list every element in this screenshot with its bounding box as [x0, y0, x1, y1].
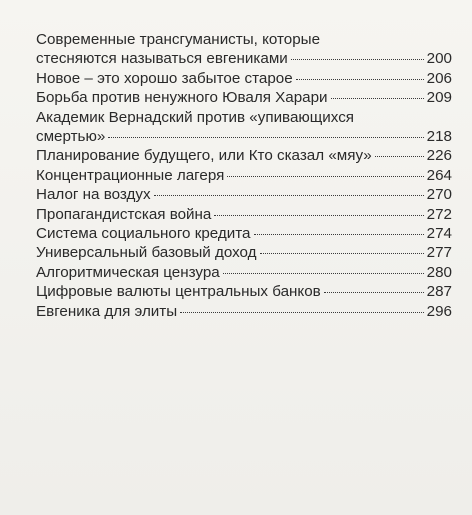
dot-leader: [324, 291, 424, 293]
toc-page-number: 272: [426, 205, 452, 223]
dot-leader: [108, 136, 423, 138]
toc-page-number: 218: [426, 128, 452, 146]
toc-entry: [36, 30, 452, 69]
table-of-contents: [36, 30, 452, 321]
toc-entry-title: Система социального кредита: [36, 225, 251, 243]
toc-entry-title: Концентрационные лагеря: [36, 166, 225, 184]
toc-entry: [36, 185, 452, 204]
toc-entry-title-line: Современные трансгуманисты, которые: [36, 31, 321, 48]
toc-entry: [36, 243, 452, 262]
toc-entry-title: Борьба против ненужного Юваля Харари: [36, 89, 328, 107]
toc-page-number: 264: [426, 166, 452, 184]
toc-page-number: 200: [426, 50, 452, 68]
toc-entry-title: Алгоритмическая цензура: [36, 263, 220, 281]
dot-leader: [214, 214, 423, 216]
toc-page-number: 270: [426, 186, 452, 204]
dot-leader: [154, 194, 424, 196]
toc-entry: [36, 166, 452, 185]
toc-page-number: 296: [426, 302, 452, 320]
toc-page-number: 206: [426, 69, 452, 87]
toc-entry-title: Новое – это хорошо забытое старое: [36, 69, 293, 87]
dot-leader: [180, 311, 423, 313]
toc-entry: [36, 69, 452, 88]
toc-entry: [36, 108, 452, 147]
dot-leader: [223, 272, 424, 274]
toc-entry: [36, 302, 452, 321]
toc-entry-title: Цифровые валюты центральных банков: [36, 283, 321, 301]
toc-entry-title: Налог на воздух: [36, 186, 151, 204]
dot-leader: [227, 175, 423, 177]
toc-page-number: 277: [426, 244, 452, 262]
toc-page-number: 274: [426, 225, 452, 243]
toc-page-number: 280: [426, 263, 452, 281]
toc-page-number: 209: [426, 89, 452, 107]
toc-entry: [36, 263, 452, 282]
dot-leader: [291, 58, 424, 60]
dot-leader: [296, 78, 424, 80]
toc-entry: [36, 146, 452, 165]
toc-entry-title: Универсальный базовый доход: [36, 244, 257, 262]
toc-entry: [36, 282, 452, 301]
toc-entry-title-line: стесняются называться евгениками: [36, 50, 288, 68]
toc-entry-title: Планирование будущего, или Кто сказал «мяу»: [36, 147, 372, 165]
toc-entry-title: Пропагандистская война: [36, 205, 212, 223]
toc-entry: [36, 205, 452, 224]
toc-entry-title-line: смертью»: [36, 128, 106, 146]
toc-page-number: 226: [426, 147, 452, 165]
toc-entry: [36, 224, 452, 243]
dot-leader: [254, 233, 424, 235]
toc-entry-title: Евгеника для элиты: [36, 302, 178, 320]
toc-entry: [36, 88, 452, 107]
toc-entry-title-line: Академик Вернадский против «упивающихся: [36, 108, 355, 126]
dot-leader: [375, 155, 424, 157]
toc-page-number: 287: [426, 283, 452, 301]
dot-leader: [260, 252, 424, 254]
dot-leader: [331, 97, 424, 99]
